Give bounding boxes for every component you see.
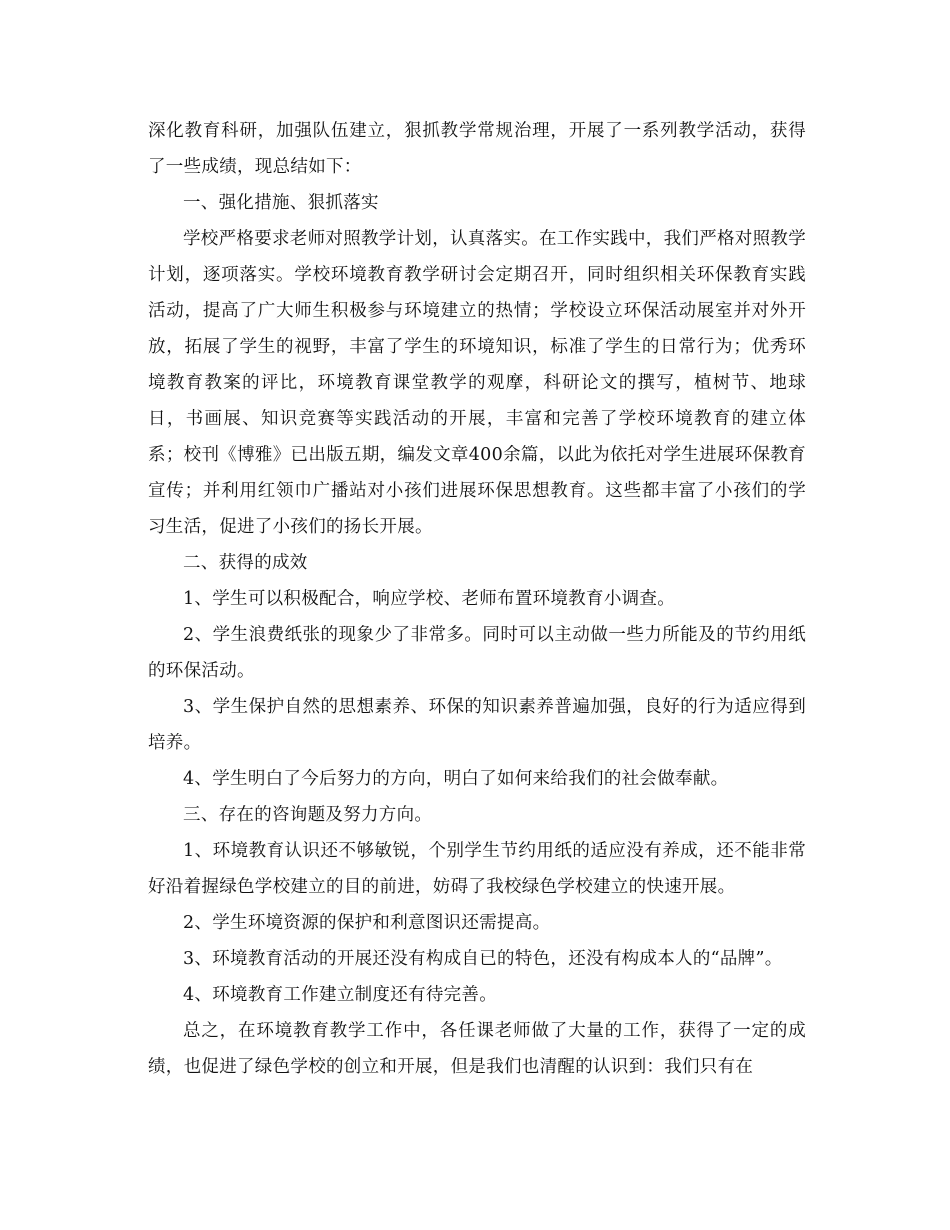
section-heading-1: 一、强化措施、狠抓落实 <box>183 193 379 213</box>
list-item-result-4: 4、学生明白了今后努力的方向，明白了如何来给我们的社会做奉献。 <box>183 769 729 789</box>
paragraph-conclusion: 总之，在环境教育教学工作中，各任课老师做了大量的工作，获得了一定的成绩，也促进了绿色学校的创立和开展，但是我们也清醒的认识到：我们只有在 <box>148 1021 806 1077</box>
list-item-problem-1: 1、环境教育认识还不够敏锐，个别学生节约用纸的适应没有养成，还不能非常好沿着握绿色学校建立的目的前进，妨碍了我校绿色学校建立的快速开展。 <box>148 841 806 897</box>
list-item-problem-3: 3、环境教育活动的开展还没有构成自已的特色，还没有构成本人的“品牌”。 <box>183 949 783 969</box>
list-item-problem-4: 4、环境教育工作建立制度还有待完善。 <box>183 985 498 1005</box>
paragraph-intro-continued: 深化教育科研，加强队伍建立，狠抓教学常规治理，开展了一系列教学活动，获得了一些成绩，现总结如下： <box>148 121 806 177</box>
document-body <box>148 113 806 1085</box>
section-heading-2: 二、获得的成效 <box>183 553 308 573</box>
paragraph-measures: 学校严格要求老师对照教学计划，认真落实。在工作实践中，我们严格对照教学计划，逐项落实。学校环境教育教学研讨会定期召开，同时组织相关环保教育实践活动，提高了广大师生积极参与环境建立的热情；学校设立环保活动展室并对外开放，拓展了学生的视野，丰富了学生的环境知识，标准了学生的日常行为；优秀环境教育教案的评比，环境教育课堂教学的观摩，科研论文的撰写，植树节、地球日，书画展、知识竞赛等实践活动的开展，丰富和完善了学校环境教育的建立体系；校刊《博雅》已出版五期，编发文章400余篇，以此为依托对学生进展环保教育宣传；并利用红领巾广播站对小孩们进展环保思想教育。这些都丰富了小孩们的学习生活，促进了小孩们的扬长开展。 <box>148 229 806 537</box>
section-heading-3: 三、存在的咨询题及努力方向。 <box>183 805 433 825</box>
list-item-result-3: 3、学生保护自然的思想素养、环保的知识素养普遍加强，良好的行为适应得到培养。 <box>148 697 806 753</box>
list-item-result-1: 1、学生可以积极配合，响应学校、老师布置环境教育小调查。 <box>183 589 676 609</box>
list-item-result-2: 2、学生浪费纸张的现象少了非常多。同时可以主动做一些力所能及的节约用纸的环保活动。 <box>148 625 806 681</box>
list-item-problem-2: 2、学生环境资源的保护和利意图识还需提高。 <box>183 913 551 933</box>
